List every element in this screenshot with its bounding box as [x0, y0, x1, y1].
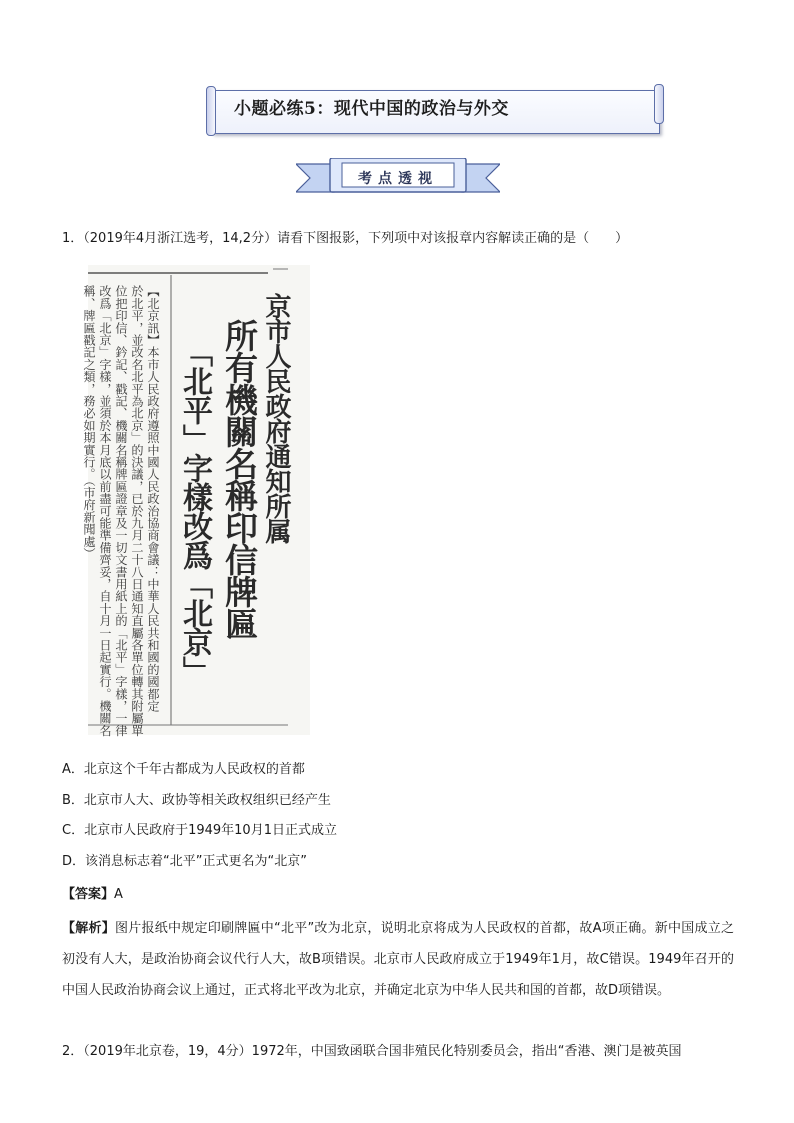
scroll-roll-left [206, 86, 216, 136]
option-a: A．北京这个千年古都成为人民政权的首都 [62, 762, 305, 777]
article-column-5: 稱、牌匾戳記之類，務必如期實行。（市府新聞處） [82, 285, 96, 560]
answer-line [62, 883, 123, 902]
analysis-paragraph [62, 913, 734, 1006]
question-2-stem: 2．（2019年北京卷，19，4分）1972年，中国致函联合国非殖民化特别委员会，指出“香港、澳门是被英国 [62, 1044, 682, 1059]
article-column-1: 【北京訊】本市人民政府遵照中國人民政治協商會議：中華人民共和國的國都定 [146, 285, 160, 712]
headline-line-1: 京市人民政府通知所属 [261, 293, 291, 543]
answer-label: 【答案】 [62, 887, 115, 902]
section-ribbon [296, 158, 500, 198]
article-column-2: 於北平，並改名北平為北京」的決議，已於九月二十八日通知直屬各單位轉其附屬單 [130, 285, 144, 737]
page-title: 小题必练5：现代中国的政治与外交 [234, 99, 509, 119]
answer-value: A [114, 887, 123, 902]
analysis-label: 【解析】 [62, 921, 115, 936]
article-column-4: 改爲「北京」字樣，並須於本月底以前盡可能準備齊妥，自十月一日起實行。機關名 [98, 285, 112, 737]
article-column-3: 位把印信、鈐記、戳記、機關名稱牌匾證章及一切文書用紙上的「北平」字樣，一律 [114, 285, 128, 737]
option-c: C．北京市人民政府于1949年10月1日正式成立 [62, 823, 337, 838]
option-d: D．该消息标志着“北平”正式更名为“北京” [62, 854, 307, 869]
option-b: B．北京市人大、政协等相关政权组织已经产生 [62, 793, 331, 808]
title-banner [206, 84, 664, 136]
question-1-stem: 1．（2019年4月浙江选考，14,2分）请看下图报影，下列项中对该报章内容解读正确的是（ ） [62, 231, 629, 246]
scroll-roll-right [654, 84, 664, 124]
ribbon-label: 考点透视 [358, 171, 438, 187]
newspaper-clipping-image [82, 265, 310, 737]
analysis-text: 图片报纸中规定印刷牌匾中“北平”改为北京，说明北京将成为人民政权的首都，故A项正确。新中国成立之初没有人大，是政治协商会议代行人大，故B项错误。北京市人民政府成立于1949年1月，故C错误。1949年召开的中国人民政治协商会议上通过，正式将北平改为北京，并确定北京为中华人民共和国的首都，故D项错误。 [62, 921, 734, 998]
headline-line-2: 所有機關名稱印信牌匾 [220, 319, 259, 639]
headline-line-3: 「北平」字樣改爲「北京」 [177, 337, 212, 685]
